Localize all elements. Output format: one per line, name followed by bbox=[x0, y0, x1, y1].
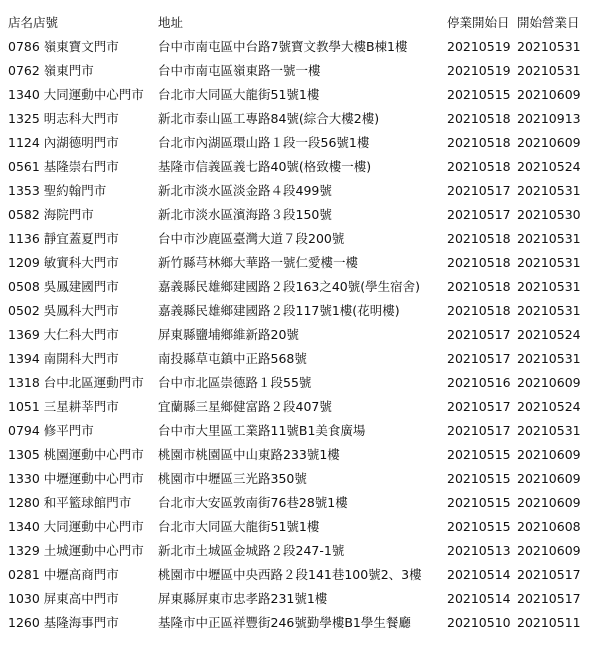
address-cell: 基隆市中正區祥豐街246號勤學樓B1學生餐廳 bbox=[158, 615, 411, 630]
address-cell: 新竹縣芎林鄉大華路一號仁愛樓一樓 bbox=[158, 255, 359, 270]
store-cell: 1325 明志科大門市 bbox=[8, 111, 119, 126]
stop-date-cell: 20210518 bbox=[447, 303, 511, 318]
open-date-cell: 20210531 bbox=[517, 279, 581, 294]
open-date-cell: 20210531 bbox=[517, 423, 581, 438]
table-row bbox=[0, 539, 603, 563]
stop-date-cell: 20210518 bbox=[447, 111, 511, 126]
table-row bbox=[0, 587, 603, 611]
store-cell: 1051 三星耕莘門市 bbox=[8, 399, 119, 414]
open-date-cell: 20210531 bbox=[517, 255, 581, 270]
open-date-cell: 20210531 bbox=[517, 231, 581, 246]
table-row bbox=[0, 83, 603, 107]
stop-date-cell: 20210517 bbox=[447, 423, 511, 438]
store-cell: 1353 聖約翰門市 bbox=[8, 183, 107, 198]
table-row bbox=[0, 299, 603, 323]
open-date-cell: 20210531 bbox=[517, 303, 581, 318]
table-row bbox=[0, 35, 603, 59]
address-cell: 新北市土城區金城路２段247-1號 bbox=[158, 543, 345, 558]
open-date-cell: 20210524 bbox=[517, 399, 581, 414]
store-cell: 1394 南開科大門市 bbox=[8, 351, 119, 366]
open-date-cell: 20210609 bbox=[517, 375, 581, 390]
stop-date-cell: 20210518 bbox=[447, 255, 511, 270]
address-cell: 嘉義縣民雄鄉建國路２段163之40號(學生宿舍) bbox=[158, 279, 421, 294]
stop-date-cell: 20210517 bbox=[447, 399, 511, 414]
open-date-cell: 20210609 bbox=[517, 495, 581, 510]
open-date-cell: 20210608 bbox=[517, 519, 581, 534]
open-date-cell: 20210531 bbox=[517, 39, 581, 54]
table-row bbox=[0, 179, 603, 203]
open-date-cell: 20210524 bbox=[517, 327, 581, 342]
stop-date-cell: 20210519 bbox=[447, 63, 511, 78]
store-cell: 1030 屏東高中門市 bbox=[8, 591, 119, 606]
stop-date-cell: 20210515 bbox=[447, 87, 511, 102]
address-cell: 台中市大里區工業路11號B1美食廣場 bbox=[158, 423, 366, 438]
store-cell: 0561 基隆崇右門市 bbox=[8, 159, 119, 174]
address-cell: 桃園市中壢區中央西路２段141巷100號2、3樓 bbox=[158, 567, 422, 582]
store-cell: 1340 大同運動中心門市 bbox=[8, 519, 144, 534]
table-row bbox=[0, 347, 603, 371]
table-row bbox=[0, 203, 603, 227]
store-cell: 0794 修平門市 bbox=[8, 423, 94, 438]
header-stop-date: 停業開始日 bbox=[447, 15, 510, 30]
address-cell: 嘉義縣民雄鄉建國路２段117號1樓(花明樓) bbox=[158, 303, 400, 318]
address-cell: 基隆市信義區義七路40號(格致樓一樓) bbox=[158, 159, 372, 174]
store-cell: 0582 海院門市 bbox=[8, 207, 94, 222]
store-cell: 1260 基隆海事門市 bbox=[8, 615, 119, 630]
store-cell: 1305 桃園運動中心門市 bbox=[8, 447, 144, 462]
store-cell: 0502 吳鳳科大門市 bbox=[8, 303, 119, 318]
open-date-cell: 20210609 bbox=[517, 447, 581, 462]
address-cell: 南投縣草屯鎮中正路568號 bbox=[158, 351, 307, 366]
address-cell: 台北市大安區敦南街76巷28號1樓 bbox=[158, 495, 348, 510]
store-cell: 1280 和平籃球館門市 bbox=[8, 495, 132, 510]
table-header bbox=[0, 11, 603, 35]
address-cell: 台北市大同區大龍街51號1樓 bbox=[158, 87, 320, 102]
address-cell: 台中市沙鹿區臺灣大道７段200號 bbox=[158, 231, 345, 246]
open-date-cell: 20210524 bbox=[517, 159, 581, 174]
store-cell: 0762 嶺東門市 bbox=[8, 63, 94, 78]
table-row bbox=[0, 611, 603, 635]
open-date-cell: 20210609 bbox=[517, 543, 581, 558]
address-cell: 台中市北區崇德路１段55號 bbox=[158, 375, 312, 390]
table-row bbox=[0, 155, 603, 179]
header-open-date: 開始營業日 bbox=[517, 15, 580, 30]
stop-date-cell: 20210517 bbox=[447, 351, 511, 366]
table-row bbox=[0, 467, 603, 491]
table-row bbox=[0, 395, 603, 419]
header-store: 店名店號 bbox=[8, 15, 59, 30]
address-cell: 台中市南屯區嶺東路一號一樓 bbox=[158, 63, 321, 78]
stop-date-cell: 20210517 bbox=[447, 327, 511, 342]
table-row bbox=[0, 107, 603, 131]
address-cell: 台中市南屯區中台路7號寶文教學大樓B棟1樓 bbox=[158, 39, 408, 54]
address-cell: 屏東縣屏東市忠孝路231號1樓 bbox=[158, 591, 328, 606]
table-row bbox=[0, 443, 603, 467]
stop-date-cell: 20210515 bbox=[447, 519, 511, 534]
table-row bbox=[0, 131, 603, 155]
stop-date-cell: 20210514 bbox=[447, 591, 511, 606]
open-date-cell: 20210511 bbox=[517, 615, 581, 630]
stop-date-cell: 20210518 bbox=[447, 159, 511, 174]
table-row bbox=[0, 275, 603, 299]
store-cell: 1330 中壢運動中心門市 bbox=[8, 471, 144, 486]
open-date-cell: 20210531 bbox=[517, 63, 581, 78]
table-row bbox=[0, 323, 603, 347]
stop-date-cell: 20210513 bbox=[447, 543, 511, 558]
table-row bbox=[0, 227, 603, 251]
table-row bbox=[0, 371, 603, 395]
open-date-cell: 20210517 bbox=[517, 567, 581, 582]
table-row bbox=[0, 251, 603, 275]
store-cell: 0508 吳鳳建國門市 bbox=[8, 279, 119, 294]
address-cell: 台北市大同區大龍街51號1樓 bbox=[158, 519, 320, 534]
stop-date-cell: 20210515 bbox=[447, 447, 511, 462]
open-date-cell: 20210531 bbox=[517, 183, 581, 198]
table-row bbox=[0, 419, 603, 443]
address-cell: 新北市淡水區濱海路３段150號 bbox=[158, 207, 332, 222]
open-date-cell: 20210913 bbox=[517, 111, 581, 126]
store-cell: 1136 靜宜蓋夏門市 bbox=[8, 231, 119, 246]
address-cell: 宜蘭縣三星鄉健富路２段407號 bbox=[158, 399, 332, 414]
stop-date-cell: 20210517 bbox=[447, 207, 511, 222]
store-cell: 1329 土城運動中心門市 bbox=[8, 543, 144, 558]
open-date-cell: 20210609 bbox=[517, 87, 581, 102]
address-cell: 台北市內湖區環山路１段一段56號1樓 bbox=[158, 135, 370, 150]
open-date-cell: 20210609 bbox=[517, 135, 581, 150]
store-cell: 1209 敏實科大門市 bbox=[8, 255, 119, 270]
table-row bbox=[0, 515, 603, 539]
address-cell: 新北市淡水區淡金路４段499號 bbox=[158, 183, 332, 198]
store-cell: 1369 大仁科大門市 bbox=[8, 327, 119, 342]
open-date-cell: 20210530 bbox=[517, 207, 581, 222]
stop-date-cell: 20210516 bbox=[447, 375, 511, 390]
address-cell: 新北市泰山區工專路84號(綜合大樓2樓) bbox=[158, 111, 380, 126]
address-cell: 桃園市中壢區三光路350號 bbox=[158, 471, 307, 486]
store-cell: 0786 嶺東寶文門市 bbox=[8, 39, 119, 54]
open-date-cell: 20210517 bbox=[517, 591, 581, 606]
stop-date-cell: 20210518 bbox=[447, 279, 511, 294]
address-cell: 桃園市桃園區中山東路233號1樓 bbox=[158, 447, 340, 462]
stop-date-cell: 20210515 bbox=[447, 495, 511, 510]
stop-date-cell: 20210518 bbox=[447, 231, 511, 246]
store-cell: 0281 中壢高商門市 bbox=[8, 567, 119, 582]
table-row bbox=[0, 491, 603, 515]
stop-date-cell: 20210514 bbox=[447, 567, 511, 582]
store-cell: 1318 台中北區運動門市 bbox=[8, 375, 144, 390]
stop-date-cell: 20210510 bbox=[447, 615, 511, 630]
stop-date-cell: 20210515 bbox=[447, 471, 511, 486]
table-row bbox=[0, 563, 603, 587]
store-cell: 1340 大同運動中心門市 bbox=[8, 87, 144, 102]
header-address: 地址 bbox=[158, 15, 184, 30]
table-row bbox=[0, 59, 603, 83]
open-date-cell: 20210531 bbox=[517, 351, 581, 366]
stop-date-cell: 20210518 bbox=[447, 135, 511, 150]
address-cell: 屏東縣鹽埔鄉維新路20號 bbox=[158, 327, 299, 342]
stop-date-cell: 20210519 bbox=[447, 39, 511, 54]
store-cell: 1124 內湖德明門市 bbox=[8, 135, 119, 150]
stop-date-cell: 20210517 bbox=[447, 183, 511, 198]
open-date-cell: 20210609 bbox=[517, 471, 581, 486]
